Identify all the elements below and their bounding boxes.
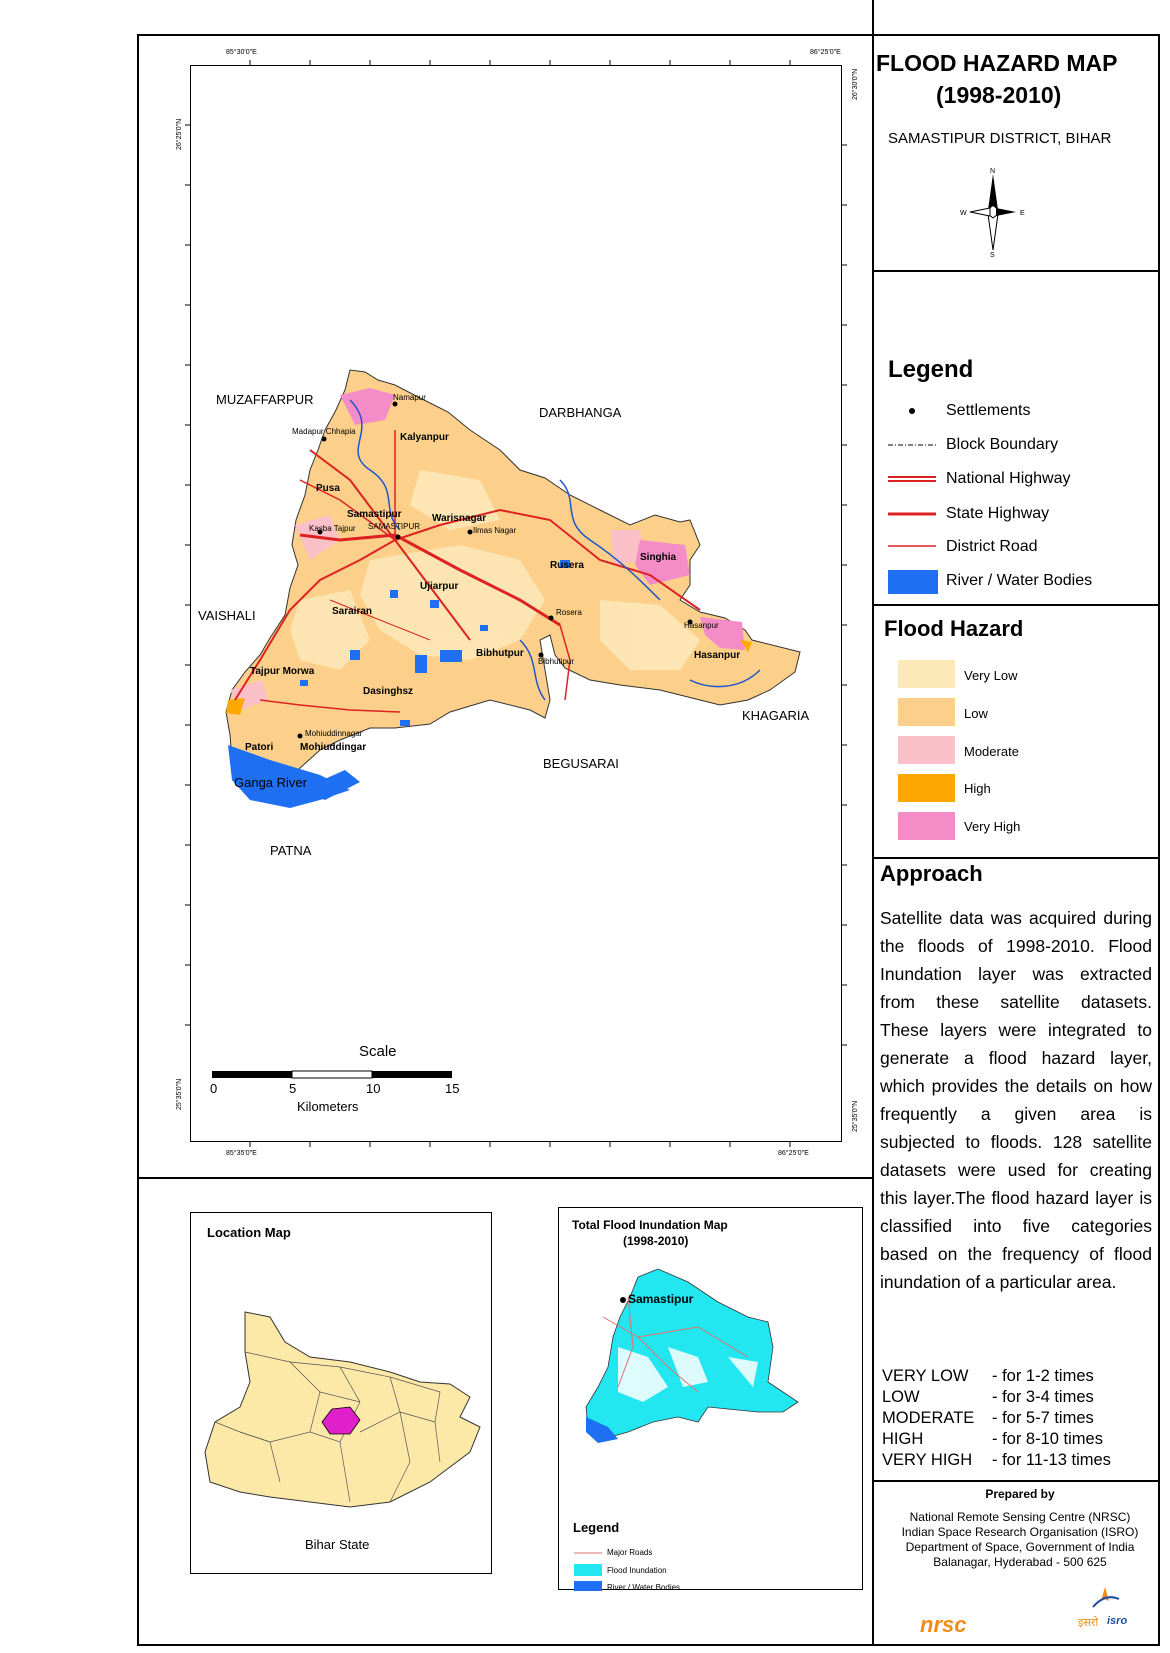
inundation-legend-heading: Legend <box>573 1520 620 1535</box>
scale-unit: Kilometers <box>297 1099 359 1114</box>
location-map-title: Location Map <box>207 1225 291 1240</box>
inundation-town-label: Samastipur <box>628 1292 694 1306</box>
block-sarairan: Sarairan <box>332 606 373 617</box>
label-ganga-river: Ganga River <box>234 775 307 790</box>
block-singhia: Singhia <box>640 552 677 563</box>
settlement-madapur: Madapur Chhapia <box>292 427 356 436</box>
block-dalsinghsarai: Dasinghsz <box>363 686 414 697</box>
scale-tick-10: 10 <box>366 1081 381 1096</box>
bihar-state-map <box>190 1212 492 1574</box>
freq-value-very-high: - for 11-13 times <box>992 1451 1111 1469</box>
coord-bottom-right: 86°25'0"E <box>778 1150 809 1157</box>
inundation-map-title: Total Flood Inundation Map <box>572 1218 728 1232</box>
block-ujiarpur: Ujiarpur <box>420 581 459 592</box>
high-label: High <box>964 781 991 796</box>
legend-block-boundary: Block Boundary <box>946 436 1059 453</box>
inundation-map-years: (1998-2010) <box>623 1234 689 1248</box>
high-swatch <box>898 774 955 802</box>
settlement-namapur: Namapur <box>393 393 426 402</box>
approach-text: Satellite data was acquired during the floods of 1998-2010. Flood Inundation layer was extracted from these satellite datasets. These layers were integrated to generate a flood hazard layer, which provides the details on how frequently a given area is subjected to floods. 128 satellite datasets were used for creating this layer.The flood hazard layer is classified into five categories based on the frequency of flood inundation of a particular area. <box>880 908 1152 1292</box>
prepared-line3: Department of Space, Government of India <box>905 1540 1135 1554</box>
freq-class-very-low: VERY LOW <box>882 1367 969 1385</box>
settlement-bibhutipur: Bibhutipur <box>538 657 575 666</box>
settlement-symbol <box>909 408 915 414</box>
north-label: N <box>990 168 996 175</box>
block-warisnagar: Warisnagar <box>432 513 487 524</box>
west-label: W <box>960 210 967 217</box>
freq-class-very-high: VERY HIGH <box>882 1451 973 1469</box>
scale-bar <box>210 1069 460 1081</box>
block-samastipur: Samastipur <box>347 509 402 520</box>
neighbor-darbhanga: DARBHANGA <box>539 405 622 420</box>
map-title-years: (1998-2010) <box>936 82 1062 108</box>
prepared-line2: Indian Space Research Organisation (ISRO) <box>901 1525 1139 1539</box>
legend-state-highway: State Highway <box>946 505 1050 522</box>
coord-bottom-left: 85°35'0"E <box>226 1150 257 1157</box>
freq-value-moderate: - for 5-7 times <box>992 1409 1094 1427</box>
neighbor-khagaria: KHAGARIA <box>742 708 810 723</box>
legend-national-highway: National Highway <box>946 470 1071 487</box>
freq-value-high: - for 8-10 times <box>992 1430 1103 1448</box>
coord-right-bottom: 25°35'0"N <box>852 1100 859 1132</box>
legend-heading: Legend <box>888 356 974 383</box>
block-patori: Patori <box>245 742 274 753</box>
scale-tick-0: 0 <box>210 1081 218 1096</box>
nrsc-logo: nrsc <box>920 1612 967 1637</box>
prepared-heading: Prepared by <box>985 1487 1055 1501</box>
very-high-swatch <box>898 812 955 840</box>
coord-top-left: 85°30'0"E <box>226 49 257 56</box>
isro-logo-text: isro <box>1107 1615 1128 1627</box>
settlement-ilmas: Ilmas Nagar <box>473 526 517 535</box>
low-label: Low <box>964 706 988 721</box>
neighbor-vaishali: VAISHALI <box>198 608 256 623</box>
location-map-caption: Bihar State <box>305 1537 370 1552</box>
map-title: FLOOD HAZARD MAP <box>876 50 1118 76</box>
block-rusera: Rusera <box>550 560 584 571</box>
neighbor-begusarai: BEGUSARAI <box>543 756 619 771</box>
moderate-label: Moderate <box>964 744 1019 759</box>
settlement-samastipur: SAMASTIPUR <box>368 522 421 531</box>
freq-class-high: HIGH <box>882 1430 924 1448</box>
flood-hazard-heading: Flood Hazard <box>884 616 1024 641</box>
water-symbol <box>888 570 938 594</box>
settlement-hasanpur: Hasanpur <box>684 621 719 630</box>
block-tajpur-morwa: Tajpur Morwa <box>250 666 315 677</box>
scale-tick-5: 5 <box>289 1081 297 1096</box>
low-swatch <box>898 698 955 726</box>
settlement-rosera: Rosera <box>556 608 582 617</box>
legend-water: River / Water Bodies <box>946 572 1093 589</box>
freq-class-low: LOW <box>882 1388 920 1406</box>
inundation-legend-roads: Major Roads <box>607 1548 653 1557</box>
north-arrow-icon <box>958 166 1028 258</box>
approach-heading: Approach <box>880 861 983 886</box>
legend-district-road: District Road <box>946 538 1038 555</box>
settlement-mohiuddinnagar: Mohiuddinnagar <box>305 729 363 738</box>
block-kalyanpur: Kalyanpur <box>400 432 449 443</box>
block-bibhutpur: Bibhutpur <box>476 648 524 659</box>
east-label: E <box>1020 210 1025 217</box>
coord-left-bottom: 25°35'0"N <box>176 1078 183 1110</box>
inundation-legend-water: River / Water Bodies <box>607 1583 681 1592</box>
freq-class-moderate: MODERATE <box>882 1409 975 1427</box>
scale-tick-15: 15 <box>445 1081 460 1096</box>
very-high-label: Very High <box>964 819 1021 834</box>
freq-value-low: - for 3-4 times <box>992 1388 1094 1406</box>
map-district: SAMASTIPUR DISTRICT, BIHAR <box>888 130 1112 147</box>
samastipur-marker <box>620 1297 626 1303</box>
legend-symbols <box>880 395 940 595</box>
isro-logo-icon <box>1085 1585 1125 1615</box>
moderate-swatch <box>898 736 955 764</box>
very-low-label: Very Low <box>964 668 1018 683</box>
prepared-line1: National Remote Sensing Centre (NRSC) <box>909 1510 1131 1524</box>
inundation-legend-symbols <box>572 1543 612 1593</box>
south-label: S <box>990 252 995 258</box>
isro-logo-hindi: इसरो <box>1078 1617 1099 1629</box>
block-mohiuddingar: Mohiuddingar <box>300 742 367 753</box>
block-hasanpur: Hasanpur <box>694 650 741 661</box>
settlement-kasba: Kasba Tajpur <box>309 524 356 533</box>
neighbor-muzaffarpur: MUZAFFARPUR <box>216 392 314 407</box>
block-pusa: Pusa <box>316 483 340 494</box>
legend-settlements: Settlements <box>946 402 1031 419</box>
very-low-swatch <box>898 660 955 688</box>
prepared-line4: Balanagar, Hyderabad - 500 625 <box>933 1555 1107 1569</box>
coord-left-top: 26°25'0"N <box>176 118 183 150</box>
scale-label: Scale <box>359 1043 397 1060</box>
inundation-legend-flood: Flood Inundation <box>607 1566 667 1575</box>
coord-right-top: 26°30'0"N <box>852 68 859 100</box>
neighbor-patna: PATNA <box>270 843 312 858</box>
freq-value-very-low: - for 1-2 times <box>992 1367 1094 1385</box>
coord-top-right: 86°25'0"E <box>810 49 841 56</box>
